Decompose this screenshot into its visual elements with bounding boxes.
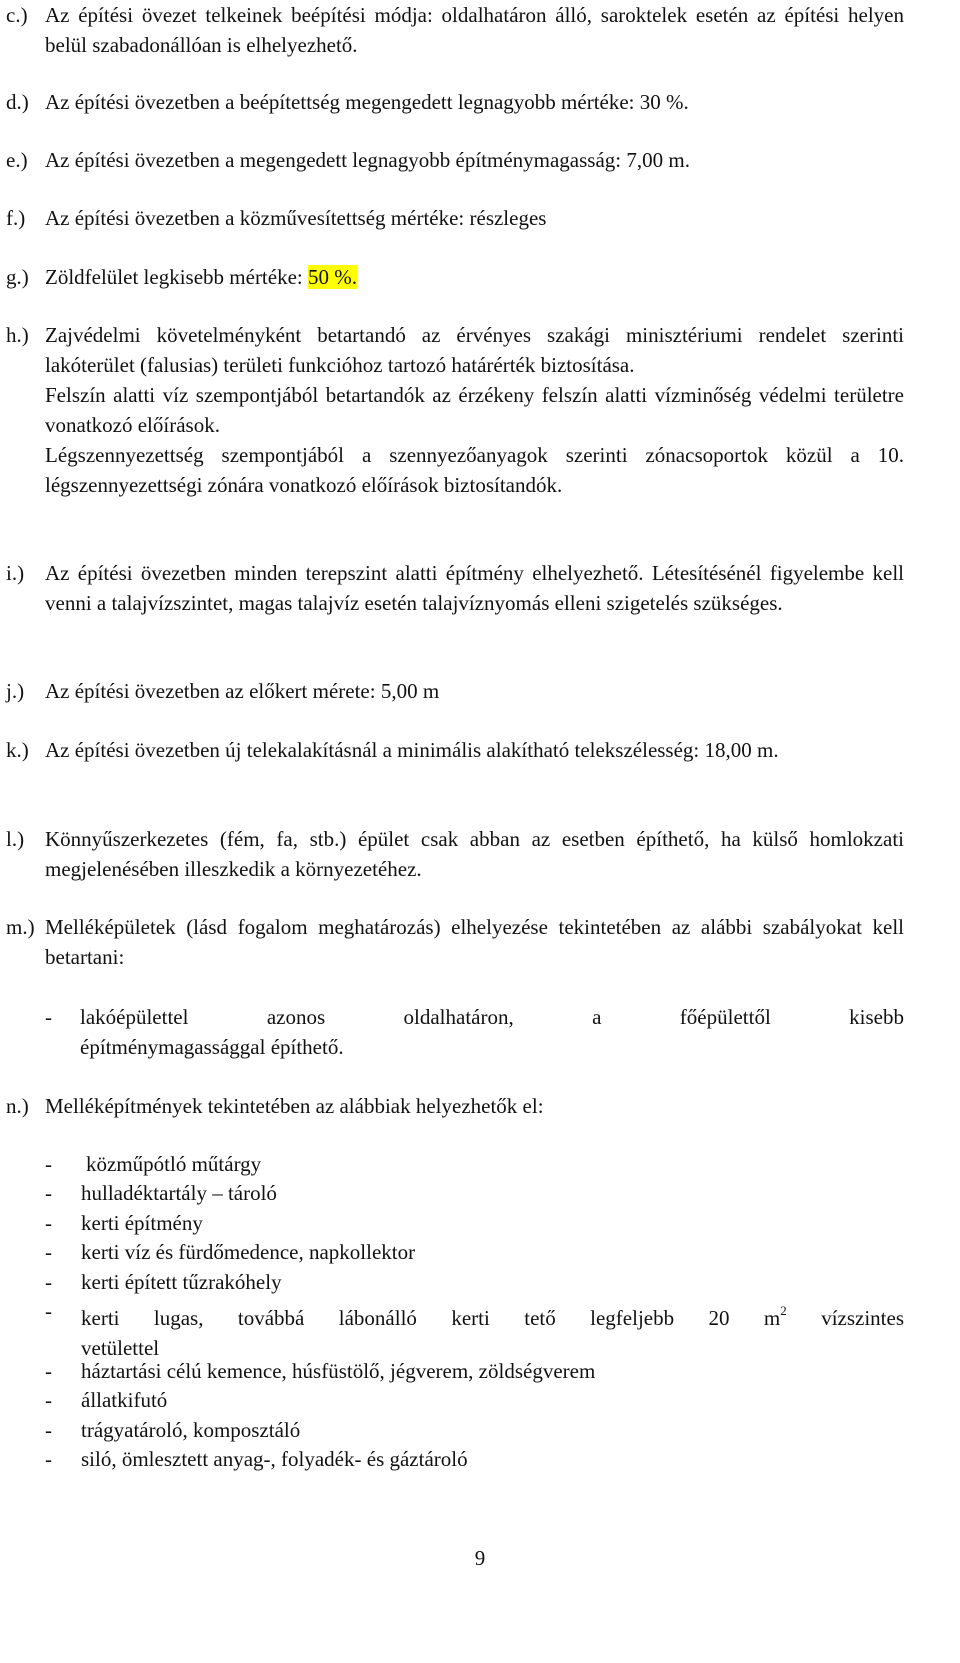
item-d <box>6 87 904 117</box>
list-item-text: kerti víz és fürdőmedence, napkollektor <box>81 1240 416 1264</box>
list-item <box>6 1415 904 1445</box>
item-h-paragraph-1: Zajvédelmi követelményként betartandó az érvényes szakági minisztériumi rendelet szerinti lakóterület (falusias) területi funkcióhoz tartozó határérték biztosítása. <box>45 323 904 377</box>
item-l <box>6 824 904 884</box>
list-item <box>6 1178 904 1208</box>
item-d-text: Az építési övezetben a beépítettség megengedett legnagyobb mértéke: 30 %. <box>45 90 689 114</box>
item-n-label: n.) <box>6 1094 29 1118</box>
item-h <box>6 320 904 500</box>
dash-bullet: - <box>45 1359 52 1383</box>
dash-bullet: - <box>45 1270 52 1294</box>
item-j-text: Az építési övezetben az előkert mérete: 5,00 m <box>45 679 440 703</box>
list-item-text: hulladéktartály – tároló <box>81 1181 277 1205</box>
list-item-text: siló, ömlesztett anyag-, folyadék- és gáztároló <box>81 1447 468 1471</box>
list-item <box>6 1356 904 1386</box>
item-c-label: c.) <box>6 3 28 27</box>
item-g-text-before: Zöldfelület legkisebb mértéke: <box>45 265 308 289</box>
item-c <box>6 0 904 60</box>
dash-bullet: - <box>45 1447 52 1471</box>
item-f-text: Az építési övezetben a közművesítettség mértéke: részleges <box>45 206 547 230</box>
list-item-text: kerti építmény <box>81 1211 203 1235</box>
item-i <box>6 558 904 618</box>
item-l-text: Könnyűszerkezetes (fém, fa, stb.) épület csak abban az esetben építhető, ha külső homlokzati megjelenésében illeszkedik a környezetéhez. <box>45 827 904 881</box>
item-f-label: f.) <box>6 206 26 230</box>
dash-bullet: - <box>45 1240 52 1264</box>
item-j <box>6 676 904 706</box>
item-m-label: m.) <box>6 915 35 939</box>
item-m <box>6 912 904 972</box>
list-item-text: háztartási célú kemence, húsfüstölő, jégverem, zöldségverem <box>81 1359 596 1383</box>
list-item <box>6 1385 904 1415</box>
item-i-text: Az építési övezetben minden terepszint alatti építmény elhelyezhető. Létesítésénél figyelembe kell venni a talajvízszintet, magas talajvíz esetén talajvíznyomás elleni szigetelés szükséges. <box>45 561 904 615</box>
item-f <box>6 203 904 233</box>
list-item-text: trágyatároló, komposztáló <box>81 1418 301 1442</box>
dash-bullet: - <box>45 1211 52 1235</box>
dash-bullet: - <box>45 1152 52 1176</box>
item-k <box>6 735 904 765</box>
item-e <box>6 145 904 175</box>
list-item-text <box>81 1296 904 1333</box>
dash-bullet: - <box>45 1005 52 1029</box>
item-j-label: j.) <box>6 679 25 703</box>
lugas-text: kerti lugas, továbbá lábonálló kerti tető legfeljebb 20 m <box>81 1306 781 1330</box>
dash-bullet: - <box>45 1418 52 1442</box>
item-m-sub-item <box>45 1002 904 1062</box>
item-c-text: Az építési övezet telkeinek beépítési módja: oldalhatáron álló, saroktelek esetén az építési helyen belül szabadonállóan is elhelyezhető. <box>45 3 904 57</box>
item-l-label: l.) <box>6 827 25 851</box>
list-item <box>6 1444 904 1474</box>
item-g-text <box>45 262 904 292</box>
page-number: 9 <box>474 1546 486 1570</box>
list-item <box>6 1237 904 1267</box>
dash-bullet: - <box>45 1388 52 1412</box>
item-e-text: Az építési övezetben a megengedett legnagyobb építménymagasság: 7,00 m. <box>45 148 690 172</box>
list-item <box>6 1267 904 1297</box>
item-m-text: Melléképületek (lásd fogalom meghatározás) elhelyezése tekintetében az alábbi szabályokat kell betartani: <box>45 915 904 969</box>
dash-bullet: - <box>45 1181 52 1205</box>
item-k-text: Az építési övezetben új telekalakításnál a minimális alakítható telekszélesség: 18,00 m. <box>45 738 779 762</box>
item-m-sub-line-2: építménymagassággal építhető. <box>80 1035 344 1059</box>
item-d-label: d.) <box>6 90 29 114</box>
list-item <box>6 1296 904 1363</box>
list-item <box>6 1149 904 1179</box>
list-item-text: kerti épített tűzrakóhely <box>81 1270 282 1294</box>
item-g <box>6 262 904 292</box>
item-h-label: h.) <box>6 323 29 347</box>
list-item <box>6 1208 904 1238</box>
item-i-label: i.) <box>6 561 25 585</box>
item-e-label: e.) <box>6 148 28 172</box>
dash-bullet: - <box>45 1299 52 1323</box>
highlighted-value: 50 %. <box>308 265 357 289</box>
item-g-label: g.) <box>6 265 29 289</box>
item-k-label: k.) <box>6 738 29 762</box>
list-item-text: közműpótló műtárgy <box>86 1152 262 1176</box>
item-m-sub-line-1: lakóépülettel azonos oldalhatáron, a főépülettől kisebb <box>80 1005 904 1029</box>
superscript-two: 2 <box>780 1303 787 1318</box>
item-n <box>6 1091 904 1121</box>
lugas-text-after: vízszintes <box>786 1306 905 1330</box>
item-h-paragraph-3: Légszennyezettség szempontjából a szennyezőanyagok szerinti zónacsoportok közül a 10. légszennyezettségi zónára vonatkozó előírások biztosítandók. <box>45 443 904 497</box>
item-n-text: Melléképítmények tekintetében az alábbiak helyezhetők el: <box>45 1094 544 1118</box>
list-item-text: állatkifutó <box>81 1388 168 1412</box>
item-h-paragraph-2: Felszín alatti víz szempontjából betartandók az érzékeny felszín alatti vízminőség védelmi területre vonatkozó előírások. <box>45 383 904 437</box>
lugas-line-2: vetülettel <box>81 1336 160 1360</box>
